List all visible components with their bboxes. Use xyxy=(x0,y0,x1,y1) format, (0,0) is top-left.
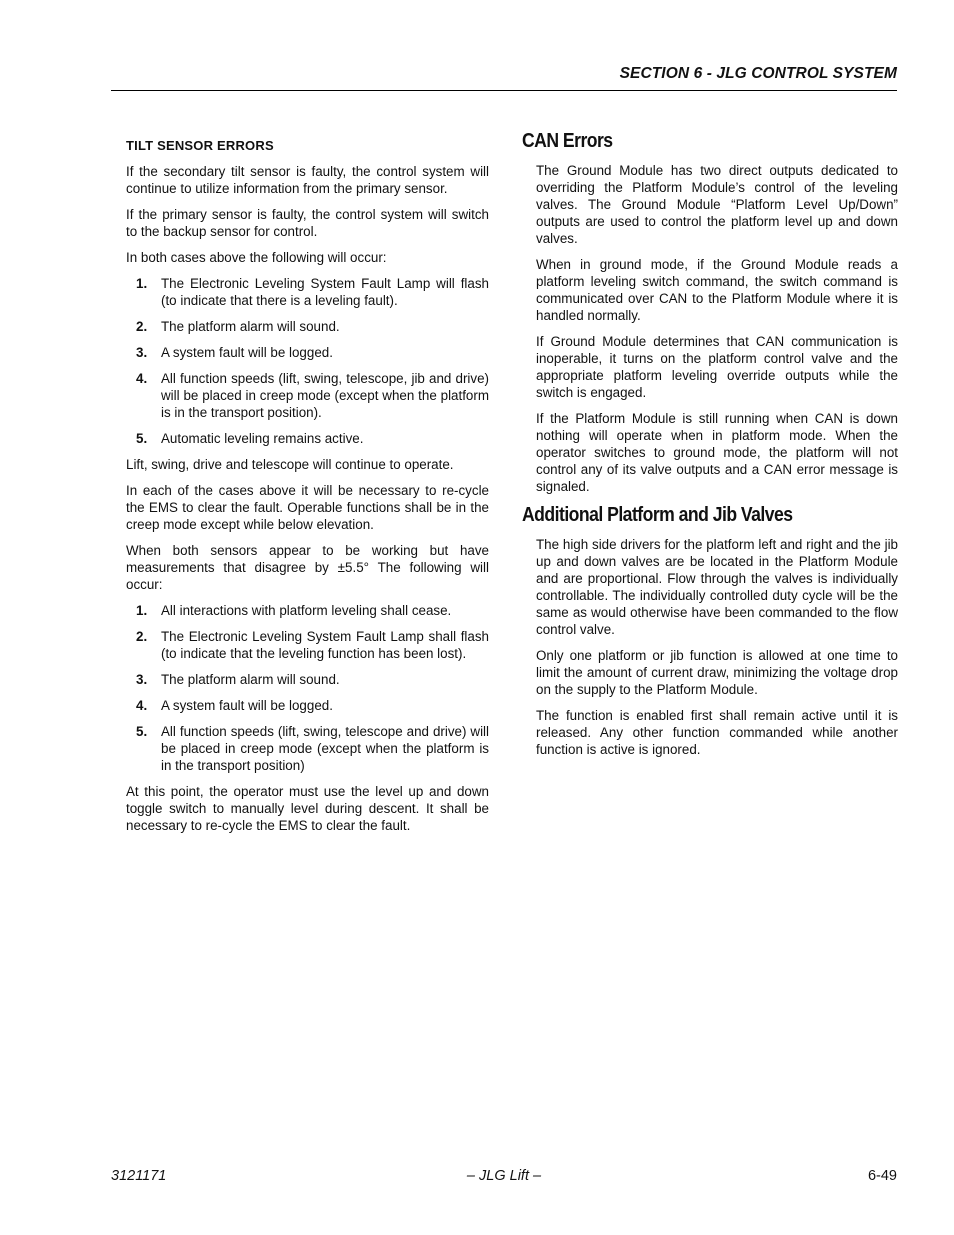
paragraph: In each of the cases above it will be necessary to re-cycle the EMS to clear the fault. Operable functions shall be in the creep mode except while below elevation. xyxy=(126,483,489,532)
paragraph: If Ground Module determines that CAN communication is inoperable, it turns on the platform control valve and the appropriate platform leveling override outputs while the switch is engaged. xyxy=(536,334,898,400)
footer-brand: – JLG Lift – xyxy=(466,1168,542,1184)
list-number: 5. xyxy=(136,431,148,446)
list-text: A system fault will be logged. xyxy=(161,345,333,360)
can-errors-heading: CAN Errors xyxy=(522,130,613,152)
section-title: SECTION 6 - JLG CONTROL SYSTEM xyxy=(619,65,897,82)
list-number: 2. xyxy=(136,319,148,334)
tilt-sensor-errors-subheading: TILT SENSOR ERRORS xyxy=(126,138,274,153)
list-number: 1. xyxy=(136,276,148,291)
paragraph: Only one platform or jib function is allowed at one time to limit the amount of current draw, minimizing the voltage drop on the supply to the Platform Module. xyxy=(536,648,898,697)
list-text: A system fault will be logged. xyxy=(161,698,333,713)
paragraph: The Ground Module has two direct outputs dedicated to overriding the Platform Module’s control of the leveling valves. The Ground Module “Platform Level Up/Down” outputs are used to control the platform level up and down valves. xyxy=(536,163,898,246)
paragraph: Lift, swing, drive and telescope will continue to operate. xyxy=(126,457,454,472)
paragraph: In both cases above the following will occur: xyxy=(126,250,387,265)
list-item xyxy=(126,602,489,619)
right-column xyxy=(522,130,898,767)
list-number: 3. xyxy=(136,672,148,687)
numbered-list-1 xyxy=(126,275,489,447)
left-column xyxy=(126,133,489,843)
paragraph: When in ground mode, if the Ground Module reads a platform leveling switch command, the switch command is communicated over CAN to the Platform Module where it is handled normally. xyxy=(536,257,898,323)
list-item xyxy=(126,344,489,361)
list-item xyxy=(126,671,489,688)
list-number: 4. xyxy=(136,371,148,386)
list-item xyxy=(126,697,489,714)
list-number: 4. xyxy=(136,698,148,713)
list-item xyxy=(126,318,489,335)
list-text: All function speeds (lift, swing, telescope, jib and drive) will be placed in creep mode (except when the platform is in the transport position). xyxy=(161,371,489,420)
paragraph: If the primary sensor is faulty, the control system will switch to the backup sensor for control. xyxy=(126,207,489,239)
list-item xyxy=(126,430,489,447)
list-item xyxy=(126,370,489,421)
list-number: 2. xyxy=(136,629,148,644)
list-text: All function speeds (lift, swing, telescope and drive) will be placed in creep mode (except when the platform is in the transport position) xyxy=(161,724,489,773)
list-text: The Electronic Leveling System Fault Lamp shall flash (to indicate that the leveling function has been lost). xyxy=(161,629,489,661)
list-item xyxy=(126,723,489,774)
paragraph: The function is enabled first shall remain active until it is released. Any other function commanded while another function is active is ignored. xyxy=(536,708,898,757)
list-number: 5. xyxy=(136,724,148,739)
list-item xyxy=(126,628,489,662)
list-text: The platform alarm will sound. xyxy=(161,672,340,687)
paragraph: If the Platform Module is still running when CAN is down nothing will operate when in platform mode. When the operator switches to ground mode, the platform will not control any of its valve outputs and a CAN error message is signaled. xyxy=(536,411,898,494)
list-number: 3. xyxy=(136,345,148,360)
list-text: The platform alarm will sound. xyxy=(161,319,340,334)
page-footer xyxy=(111,1168,897,1188)
paragraph: If the secondary tilt sensor is faulty, the control system will continue to utilize information from the primary sensor. xyxy=(126,164,489,196)
page-header xyxy=(111,64,897,91)
list-item xyxy=(126,275,489,309)
document-number: 3121171 xyxy=(111,1168,167,1184)
paragraph: The high side drivers for the platform left and right and the jib up and down valves are be located in the Platform Module and are proportional. Flow through the valves is individually controllable. The individually controlled duty cycle will be the same as would otherwise have been commanded to the flow control valve. xyxy=(536,537,898,637)
list-text: All interactions with platform leveling shall cease. xyxy=(161,603,452,618)
page-number: 6-49 xyxy=(867,1168,897,1184)
numbered-list-2 xyxy=(126,602,489,774)
paragraph: When both sensors appear to be working but have measurements that disagree by ±5.5° The following will occur: xyxy=(126,543,489,592)
list-text: The Electronic Leveling System Fault Lamp will flash (to indicate that there is a leveling fault). xyxy=(161,276,489,308)
list-text: Automatic leveling remains active. xyxy=(161,431,364,446)
paragraph: At this point, the operator must use the level up and down toggle switch to manually level during descent. It shall be necessary to re-cycle the EMS to clear the fault. xyxy=(126,784,489,833)
list-number: 1. xyxy=(136,603,148,618)
additional-valves-heading: Additional Platform and Jib Valves xyxy=(522,504,793,526)
